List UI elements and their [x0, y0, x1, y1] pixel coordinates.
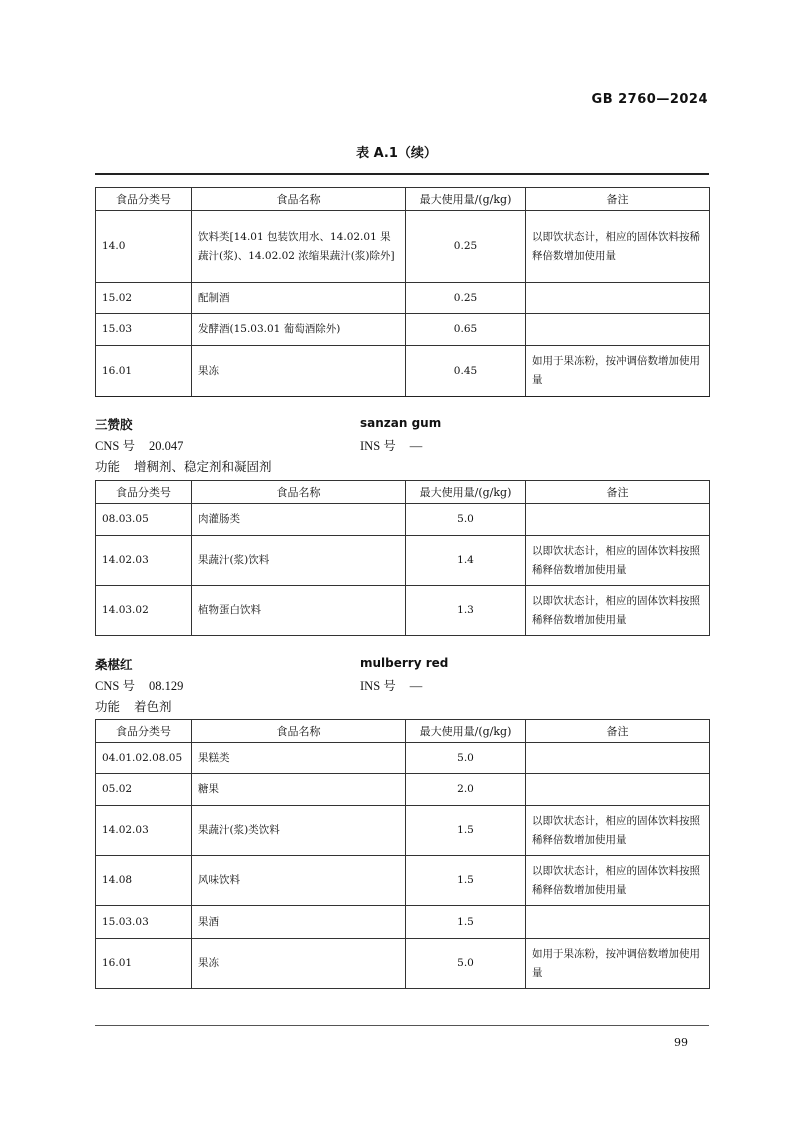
header-food-name: 食品名称	[192, 720, 406, 743]
food-name: 果冻	[192, 346, 406, 397]
table-row	[96, 774, 710, 806]
table-row	[96, 743, 710, 774]
max-usage: 0.25	[406, 283, 526, 314]
header-category-code: 食品分类号	[96, 188, 192, 211]
remark	[526, 906, 710, 939]
ins-value: —	[409, 439, 423, 453]
header-category-code: 食品分类号	[96, 720, 192, 743]
max-usage: 5.0	[406, 743, 526, 774]
table-mulberry-red	[95, 719, 710, 989]
category-code: 08.03.05	[96, 504, 192, 536]
category-code: 16.01	[96, 346, 192, 397]
food-name: 发酵酒(15.03.01 葡萄酒除外)	[192, 314, 406, 346]
table-sanzan-gum	[95, 480, 710, 636]
table-row	[96, 211, 710, 283]
header-remarks: 备注	[526, 188, 710, 211]
cns-number	[95, 676, 183, 694]
table-row	[96, 586, 710, 636]
remark	[526, 314, 710, 346]
remark: 以即饮状态计，相应的固体饮料按照稀释倍数增加使用量	[526, 806, 710, 856]
remark	[526, 774, 710, 806]
table-row	[96, 806, 710, 856]
table-row	[96, 283, 710, 314]
ins-number	[360, 436, 422, 454]
food-name: 果糕类	[192, 743, 406, 774]
additive-name-en: mulberry red	[360, 656, 449, 670]
food-name: 果冻	[192, 939, 406, 989]
ins-label: INS 号	[360, 439, 396, 453]
remark: 以即饮状态计，相应的固体饮料按照稀释倍数增加使用量	[526, 536, 710, 586]
max-usage: 2.0	[406, 774, 526, 806]
header-category-code: 食品分类号	[96, 481, 192, 504]
max-usage: 5.0	[406, 939, 526, 989]
function-label: 功能	[95, 700, 121, 714]
category-code: 16.01	[96, 939, 192, 989]
table-row	[96, 536, 710, 586]
additive-name-cn: 桑椹红	[95, 657, 133, 672]
table-row	[96, 906, 710, 939]
max-usage: 0.65	[406, 314, 526, 346]
remark	[526, 283, 710, 314]
food-name: 植物蛋白饮料	[192, 586, 406, 636]
remark: 如用于果冻粉，按冲调倍数增加使用量	[526, 939, 710, 989]
max-usage: 1.5	[406, 856, 526, 906]
food-name: 果蔬汁(浆)类饮料	[192, 806, 406, 856]
header-max-usage: 最大使用量/(g/kg)	[406, 481, 526, 504]
header-max-usage: 最大使用量/(g/kg)	[406, 720, 526, 743]
category-code: 15.02	[96, 283, 192, 314]
food-name: 果酒	[192, 906, 406, 939]
cns-value: 08.129	[148, 679, 184, 693]
footer-rule	[95, 1025, 709, 1026]
header-max-usage: 最大使用量/(g/kg)	[406, 188, 526, 211]
category-code: 14.08	[96, 856, 192, 906]
function-label: 功能	[95, 460, 121, 474]
remark: 以即饮状态计，相应的固体饮料按照稀释倍数增加使用量	[526, 856, 710, 906]
max-usage: 0.25	[406, 211, 526, 283]
max-usage: 0.45	[406, 346, 526, 397]
function-line	[95, 457, 272, 475]
category-code: 15.03.03	[96, 906, 192, 939]
food-name: 肉灌肠类	[192, 504, 406, 536]
table-row	[96, 504, 710, 536]
category-code: 14.0	[96, 211, 192, 283]
page-number: 99	[674, 1036, 688, 1049]
table-row	[96, 856, 710, 906]
food-name: 糖果	[192, 774, 406, 806]
remark: 以即饮状态计，相应的固体饮料按照稀释倍数增加使用量	[526, 586, 710, 636]
max-usage: 1.5	[406, 806, 526, 856]
food-name: 饮料类[14.01 包装饮用水、14.02.01 果蔬汁(浆)、14.02.02 浓缩果蔬汁(浆)除外]	[192, 211, 406, 283]
additive-name-en: sanzan gum	[360, 416, 442, 430]
header-food-name: 食品名称	[192, 481, 406, 504]
header-remarks: 备注	[526, 720, 710, 743]
header-food-name: 食品名称	[192, 188, 406, 211]
header-remarks: 备注	[526, 481, 710, 504]
table-row	[96, 939, 710, 989]
remark	[526, 504, 710, 536]
category-code: 15.03	[96, 314, 192, 346]
ins-value: —	[409, 679, 423, 693]
ins-label: INS 号	[360, 679, 396, 693]
ins-number	[360, 676, 422, 694]
additive-name-cn: 三赞胶	[95, 417, 133, 432]
standard-number: GB 2760—2024	[591, 92, 708, 107]
cns-value: 20.047	[148, 439, 184, 453]
max-usage: 1.3	[406, 586, 526, 636]
cns-number	[95, 436, 183, 454]
category-code: 04.01.02.08.05	[96, 743, 192, 774]
food-name: 风味饮料	[192, 856, 406, 906]
cns-label: CNS 号	[95, 679, 135, 693]
function-value: 增稠剂、稳定剂和凝固剂	[134, 460, 272, 474]
table-top-rule	[95, 173, 709, 175]
remark	[526, 743, 710, 774]
remark: 以即饮状态计，相应的固体饮料按稀释倍数增加使用量	[526, 211, 710, 283]
category-code: 14.03.02	[96, 586, 192, 636]
food-name: 配制酒	[192, 283, 406, 314]
category-code: 14.02.03	[96, 536, 192, 586]
category-code: 05.02	[96, 774, 192, 806]
table-continued	[95, 187, 710, 397]
function-value: 着色剂	[134, 700, 172, 714]
max-usage: 1.4	[406, 536, 526, 586]
max-usage: 1.5	[406, 906, 526, 939]
function-line	[95, 697, 172, 715]
cns-label: CNS 号	[95, 439, 135, 453]
max-usage: 5.0	[406, 504, 526, 536]
table-row	[96, 314, 710, 346]
category-code: 14.02.03	[96, 806, 192, 856]
table-title: 表 A.1（续）	[356, 146, 437, 161]
remark: 如用于果冻粉，按冲调倍数增加使用量	[526, 346, 710, 397]
table-row	[96, 346, 710, 397]
food-name: 果蔬汁(浆)饮料	[192, 536, 406, 586]
